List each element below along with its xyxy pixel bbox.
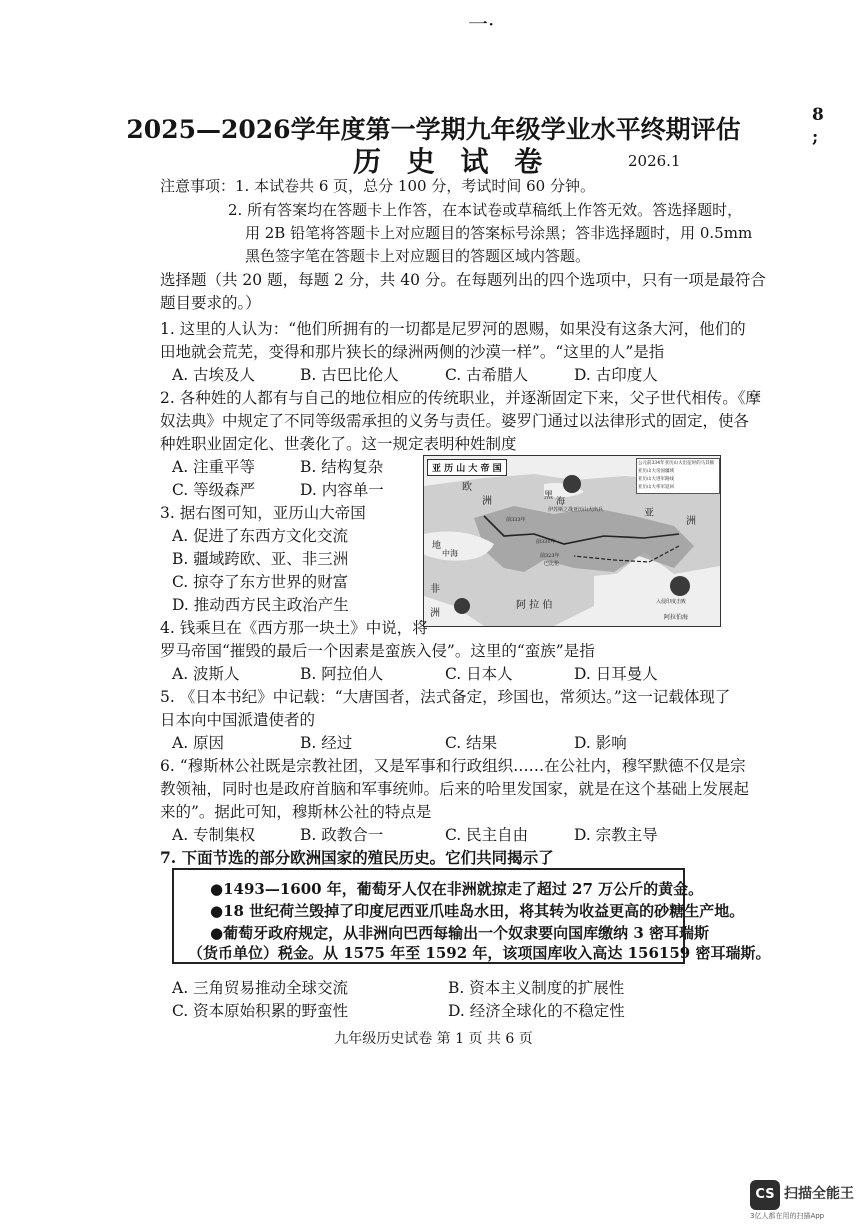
- q6-stem-2: 教领袖，同时也是政府首脑和军事统帅。后来的哈里发国家，就是在这个基础上发展起: [160, 780, 750, 798]
- q7-option-d: D. 经济全球化的不稳定性: [448, 1002, 625, 1020]
- q1-stem-2: 田地就会荒芜，变得和那片狭长的绿洲两侧的沙漠一样”。“这里的人”是指: [160, 343, 665, 361]
- q7-material-4: （货币单位）税金。从 1575 年至 1592 年，该项国库收入高达 156159 密耳瑞斯。: [188, 944, 771, 962]
- map-label-black-sea: 黑: [544, 491, 554, 501]
- q2-option-b: B. 结构复杂: [300, 458, 384, 476]
- map-label-europe: 欧: [462, 482, 472, 493]
- corner-marks: 8 ;: [812, 105, 824, 147]
- q7-stem: 7. 下面节选的部分欧洲国家的殖民历史。它们共同揭示了: [160, 848, 554, 867]
- scanner-brand-name: 扫描全能王: [784, 1186, 854, 1202]
- page-footer: 九年级历史试卷 第 1 页 共 6 页: [334, 1031, 533, 1047]
- q5-option-a: A. 原因: [172, 734, 225, 752]
- q4-option-c: C. 日本人: [445, 665, 513, 683]
- q5-stem-2: 日本向中国派遣使者的: [160, 711, 316, 729]
- note-4: 黑色签字笔在答题卡上对应题目的答题区域内答题。: [245, 247, 591, 265]
- q3-option-b: B. 疆域跨欧、亚、非三洲: [172, 550, 349, 568]
- q7-material-box: [172, 868, 771, 964]
- section-instruction-2: 题目要求的。）: [160, 294, 261, 312]
- q5-option-d: D. 影响: [574, 734, 627, 752]
- legend-item: 公元前334年亚历山大出征时的马其顿: [638, 461, 715, 466]
- note-3: 用 2B 铅笔将答题卡上对应题目的答案标号涂黑；答非选择题时，用 0.5mm: [245, 224, 753, 242]
- map-date-331: 前331年: [536, 539, 556, 545]
- q2-option-d: D. 内容单一: [300, 481, 384, 499]
- scanner-slogan: 3亿人都在用的扫描App: [750, 1212, 825, 1220]
- q7-material-3: ●葡萄牙政府规定，从非洲向巴西每输出一个奴隶要向国库缴纳 3 密耳瑞斯: [210, 924, 709, 942]
- map-label-africa2: 洲: [430, 608, 440, 619]
- map-label-asia2: 洲: [686, 516, 696, 527]
- map-label-arabia: 阿 拉 伯: [516, 600, 553, 611]
- q4-option-a: A. 波斯人: [172, 665, 240, 683]
- map-label-arabian-sea: 阿拉伯海: [664, 614, 689, 621]
- q7-material-1: ●1493—1600 年，葡萄牙人仅在非洲就掠走了超过 27 万公斤的黄金。: [210, 880, 704, 898]
- q4-stem-1: 4. 钱乘旦在《西方那一块土》中说，将: [160, 619, 428, 637]
- map-label-africa: 非: [430, 584, 440, 595]
- q1-option-b: B. 古巴比伦人: [300, 366, 399, 384]
- exam-subtitle: 历 史 试 卷: [353, 145, 551, 178]
- q6-option-a: A. 专制集权: [172, 826, 256, 844]
- exam-title: 2025—2026学年度第一学期九年级学业水平终期评估: [126, 115, 741, 144]
- q2-option-a: A. 注重平等: [172, 458, 256, 476]
- map-caption-right: 入侵印度击败: [656, 599, 687, 605]
- q2-option-c: C. 等级森严: [172, 481, 256, 499]
- scanner-watermark: [750, 1180, 860, 1220]
- q1-option-d: D. 古印度人: [574, 366, 658, 384]
- q4-option-b: B. 阿拉伯人: [300, 665, 384, 683]
- map-date-333: 前333年: [506, 517, 526, 523]
- q5-option-c: C. 结果: [445, 734, 498, 752]
- q2-stem-3: 种姓职业固定化、世袭化了。这一规定表明种姓制度: [160, 435, 517, 453]
- map-label-asia: 亚: [644, 508, 654, 519]
- page-mark: 一·: [468, 12, 495, 36]
- q5-stem-1: 5. 《日本书纪》中记载：“大唐国者，法式备定，珍国也，常须达。”这一记载体现了: [160, 688, 731, 706]
- q2-stem-2: 奴法典》中规定了不同等级需承担的义务与责任。婆罗门通过以法律形式的固定，使各: [160, 412, 750, 430]
- q2-stem-1: 2. 各种姓的人都有与自己的地位相应的传统职业，并逐渐固定下来，父子世代相传。《摩: [160, 389, 761, 407]
- q6-stem-1: 6. “穆斯林公社既是宗教社团，又是军事和行政组织……在公社内，穆罕默德不仅是宗: [160, 757, 746, 775]
- q7-option-a: A. 三角贸易推动全球交流: [172, 979, 349, 997]
- legend-item: 亚历山大率军返回: [638, 485, 674, 490]
- q7-option-c: C. 资本原始积累的野蛮性: [172, 1002, 349, 1020]
- q6-option-b: B. 政教合一: [300, 826, 384, 844]
- note-1: 注意事项：1. 本试卷共 6 页，总分 100 分，考试时间 60 分钟。: [160, 177, 595, 195]
- map-date-323: 前323年: [540, 553, 560, 559]
- map-title: 亚 历 山 大 帝 国: [427, 459, 507, 476]
- q6-option-d: D. 宗教主导: [574, 826, 658, 844]
- note-2: 2. 所有答案均在答题卡上作答，在本试卷或草稿纸上作答无效。答选择题时，: [228, 201, 743, 219]
- q5-option-b: B. 经过: [300, 734, 353, 752]
- q1-option-a: A. 古埃及人: [172, 366, 256, 384]
- q6-stem-3: 来的”。据此可知，穆斯林公社的特点是: [160, 803, 432, 821]
- map-label-mediterranean: 地: [432, 541, 442, 551]
- q3-option-d: D. 推动西方民主政治产生: [172, 596, 349, 614]
- q7-option-b: B. 资本主义制度的扩展性: [448, 979, 625, 997]
- map-label-mediterranean2: 中海: [442, 549, 458, 558]
- legend-item: 亚历山大进军路线: [638, 477, 674, 482]
- q4-stem-2: 罗马帝国“摧毁的最后一个因素是蛮族入侵”。这里的“蛮族”是指: [160, 642, 595, 660]
- q1-stem-1: 1. 这里的人认为：“他们所拥有的一切都是尼罗河的恩赐，如果没有这条大河，他们的: [160, 320, 746, 338]
- q3-option-a: A. 促进了东西方文化交流: [172, 527, 349, 545]
- scanner-logo-icon: CS: [750, 1180, 780, 1210]
- map-label-babylon: 巴比伦: [544, 561, 560, 567]
- map-label-europe2: 洲: [482, 496, 492, 507]
- map-caption-top: 伊苏斯之战亚历山大出兵: [548, 507, 604, 513]
- q3-stem: 3. 据右图可知，亚历山大帝国: [160, 504, 366, 522]
- section-instruction-1: 选择题（共 20 题，每题 2 分，共 40 分。在每题列出的四个选项中，只有一项是最符合: [160, 271, 766, 289]
- q7-material-2: ●18 世纪荷兰毁掉了印度尼西亚爪哇岛水田，将其转为收益更高的砂糖生产地。: [210, 902, 745, 920]
- alexander-empire-map: [423, 455, 721, 627]
- map-label-black-sea2: 海: [556, 497, 566, 507]
- exam-date: 2026.1: [628, 152, 681, 170]
- q6-option-c: C. 民主自由: [445, 826, 529, 844]
- map-legend: [636, 458, 720, 494]
- q4-option-d: D. 日耳曼人: [574, 665, 658, 683]
- q3-option-c: C. 掠夺了东方世界的财富: [172, 573, 349, 591]
- legend-item: 亚历山大帝国疆域: [638, 469, 674, 474]
- q1-option-c: C. 古希腊人: [445, 366, 529, 384]
